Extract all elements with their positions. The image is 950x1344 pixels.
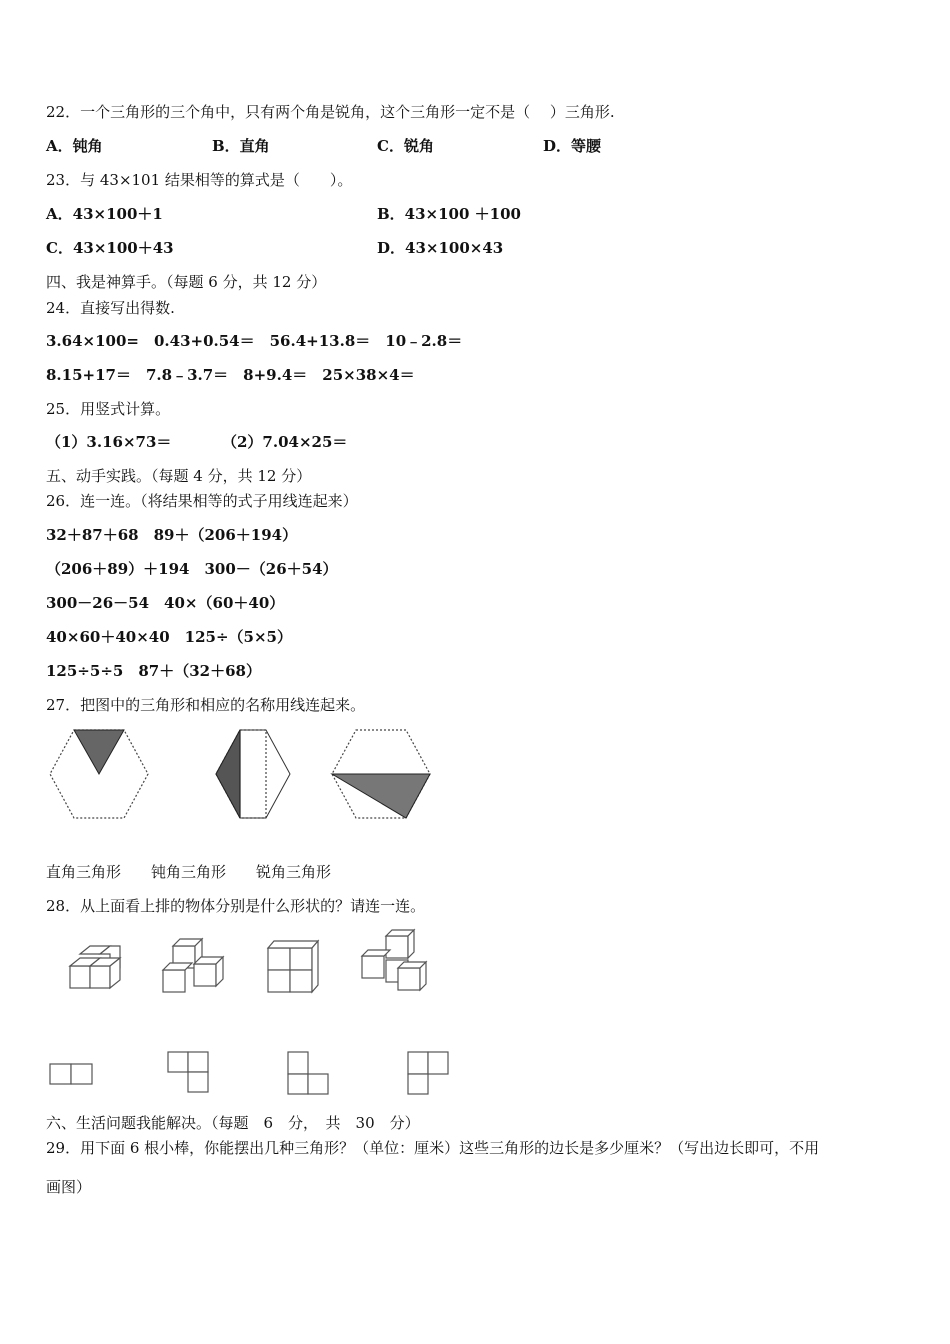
q26-row: 125÷5÷5 87＋（32＋68） xyxy=(46,662,261,680)
q27-hexagon-figures xyxy=(44,724,444,824)
q25-item-1: （1）3.16×73＝ xyxy=(46,433,172,451)
solid-object-3 xyxy=(268,941,318,992)
q23-option-d: D．43×100×43 xyxy=(377,239,504,257)
q28-top-views xyxy=(44,1050,464,1100)
q25-item-2: （2）7.04×25＝ xyxy=(222,433,348,451)
q27-triangle-labels: 直角三角形 钝角三角形 锐角三角形 xyxy=(46,863,332,881)
q25-stem: 25．用竖式计算。 xyxy=(46,400,171,418)
q29-line-2: 画图） xyxy=(46,1178,92,1196)
q23-option-b: B．43×100 ＋100 xyxy=(377,205,521,223)
q22-option-c: C．锐角 xyxy=(377,137,434,155)
q24-stem: 24．直接写出得数. xyxy=(46,299,175,317)
top-view-1 xyxy=(50,1064,92,1084)
q22-option-a: A．钝角 xyxy=(46,137,103,155)
q29-line-1: 29．用下面 6 根小棒，你能摆出几种三角形？（单位：厘米）这些三角形的边长是多少厘米？（写出边长即可，不用 xyxy=(46,1139,820,1157)
hexagon-figure-2 xyxy=(216,730,290,818)
q28-stem: 28．从上面看上排的物体分别是什么形状的？请连一连。 xyxy=(46,897,426,915)
q23-option-a: A．43×100＋1 xyxy=(46,205,163,223)
q26-row: 300－26－54 40×（60＋40） xyxy=(46,594,285,612)
hexagon-figure-3 xyxy=(332,730,430,818)
solid-object-1 xyxy=(70,946,120,988)
q26-stem: 26．连一连。（将结果相等的式子用线连起来） xyxy=(46,492,358,510)
hexagon-figure-1 xyxy=(50,730,148,818)
q28-solid-figures xyxy=(60,926,430,1001)
q24-row-1: 3.64×100= 0.43+0.54＝ 56.4+13.8＝ 10﹣2.8＝ xyxy=(46,332,463,350)
top-view-2 xyxy=(168,1052,208,1092)
q23-option-c: C．43×100＋43 xyxy=(46,239,174,257)
q27-stem: 27．把图中的三角形和相应的名称用线连起来。 xyxy=(46,696,366,714)
q26-row: （206＋89）＋194 300－（26＋54） xyxy=(46,560,338,578)
q26-row: 40×60＋40×40 125÷（5×5） xyxy=(46,628,292,646)
solid-object-2 xyxy=(163,939,223,992)
q22-option-b: B．直角 xyxy=(212,137,270,155)
q22-stem: 22．一个三角形的三个角中，只有两个角是锐角，这个三角形一定不是（ ）三角形. xyxy=(46,103,615,121)
top-view-3 xyxy=(288,1052,328,1094)
q23-stem: 23．与 43×101 结果相等的算式是（ ）。 xyxy=(46,171,353,189)
top-view-4 xyxy=(408,1052,448,1094)
section-5-heading: 五、动手实践。（每题 4 分，共 12 分） xyxy=(46,467,312,485)
section-6-heading: 六、生活问题我能解决。（每题 6 分， 共 30 分） xyxy=(46,1114,420,1132)
section-4-heading: 四、我是神算手。（每题 6 分，共 12 分） xyxy=(46,273,327,291)
solid-object-4 xyxy=(362,930,426,990)
q22-option-d: D．等腰 xyxy=(543,137,602,155)
q24-row-2: 8.15+17＝ 7.8﹣3.7＝ 8+9.4＝ 25×38×4＝ xyxy=(46,366,415,384)
q26-row: 32＋87＋68 89＋（206＋194） xyxy=(46,526,298,544)
